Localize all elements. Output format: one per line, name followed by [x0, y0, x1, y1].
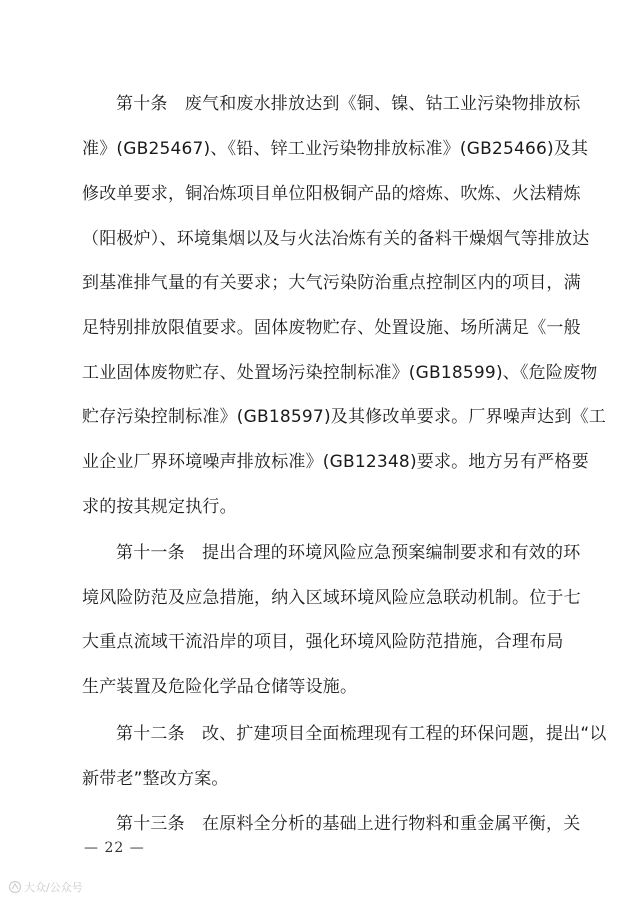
text-line: 境风险防范及应急措施，纳入区域环境风险应急联动机制。位于七 [82, 588, 581, 608]
text-line: 贮存污染控制标准》(GB18597)及其修改单要求。厂界噪声达到《工 [82, 407, 606, 427]
text-line: 求的按其规定执行。 [82, 497, 237, 517]
text-line: 第十一条 提出合理的环境风险应急预案编制要求和有效的环 [116, 543, 581, 563]
text-line: 到基准排气量的有关要求；大气污染防治重点控制区内的项目，满 [82, 273, 581, 293]
text-line: 足特别排放限值要求。固体废物贮存、处置设施、场所满足《一般 [82, 318, 581, 338]
watermark [8, 879, 83, 895]
text-line: 第十二条 改、扩建项目全面梳理现有工程的环保问题，提出“以 [116, 724, 607, 744]
text-line: 大重点流域干流沿岸的项目，强化环境风险防范措施，合理布局 [82, 632, 564, 652]
text-line: 准》(GB25467)、《铅、锌工业污染物排放标准》(GB25466)及其 [82, 139, 589, 159]
text-line: 业企业厂界环境噪声排放标准》(GB12348)要求。地方另有严格要 [82, 452, 589, 472]
text-line: 第十条 废气和废水排放达到《铜、镍、钴工业污染物排放标 [116, 94, 581, 114]
text-line: （阳极炉）、环境集烟以及与火法冶炼有关的备料干燥烟气等排放达 [82, 229, 590, 249]
text-line: 新带老”整改方案。 [82, 769, 229, 789]
text-line: 第十三条 在原料全分析的基础上进行物料和重金属平衡，关 [116, 814, 581, 834]
text-line: 生产装置及危险化学品仓储等设施。 [82, 677, 358, 697]
text-line: 工业固体废物贮存、处置场污染控制标准》(GB18599)、《危险废物 [82, 363, 598, 383]
watermark-text: 大众/公众号 [24, 881, 83, 894]
page-number: — 22 — [84, 840, 145, 856]
text-line: 修改单要求，铜冶炼项目单位阳极铜产品的熔炼、吹炼、火法精炼 [82, 184, 581, 204]
watermark-logo-icon [8, 880, 22, 894]
